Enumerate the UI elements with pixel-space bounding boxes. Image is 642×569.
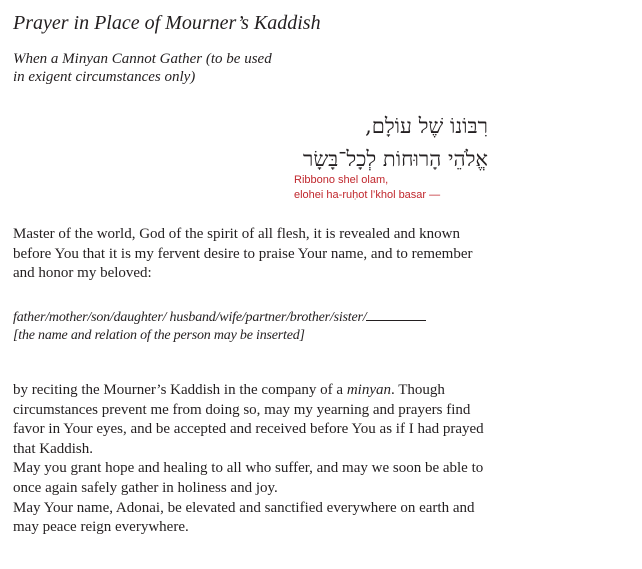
insertion-note: [the name and relation of the person may be inserted] [13,328,305,343]
transliteration-line-1: Ribbono shel olam, [294,174,389,186]
hebrew-text [303,110,488,176]
closing-paragraph [13,381,493,538]
closing-text-after: . Though circumstances prevent me from doing so, may my yearning and prayers find favor in Your eyes, and be accepted and received before You as if I had prayed that Kaddish. [13,382,484,457]
hebrew-line-2: אֱלֹהֵי הָרוּחוֹת לְכָל־בָּשָׂר [303,147,488,171]
closing-paragraph-line-1 [13,381,493,459]
page-title: Prayer in Place of Mourner’s Kaddish [13,12,321,34]
subtitle: When a Minyan Cannot Gather (to be used in exigent circumstances only) [13,51,272,85]
transliteration [294,173,440,203]
closing-text-before: by reciting the Mourner’s Kaddish in the company of a [13,382,347,398]
transliteration-line-2: elohei ha-ruḥot l’khol basar — [294,189,441,201]
opening-paragraph [13,225,493,284]
relation-options [13,308,426,327]
relation-options-text: father/mother/son/daughter/ husband/wife/partner/brother/sister/ [13,310,367,325]
minyan-word: minyan [346,382,391,398]
closing-paragraph-line-2: May you grant hope and healing to all who suffer, and may we soon be able to once again safely gather in holiness and joy. [13,460,484,496]
hebrew-line-1: רִבּוֹנוֹ שֶׁל עוֹלָם, [365,114,488,138]
opening-paragraph-text: Master of the world, God of the spirit of all flesh, it is revealed and known before You that it is my fervent desire to praise Your name, and to remember and honor my beloved: [13,226,473,282]
closing-paragraph-line-3: May Your name, Adonai, be elevated and sanctified everywhere on earth and may peace reign everywhere. [13,499,475,536]
name-blank-line [366,308,426,321]
fill-in-section [13,308,426,345]
